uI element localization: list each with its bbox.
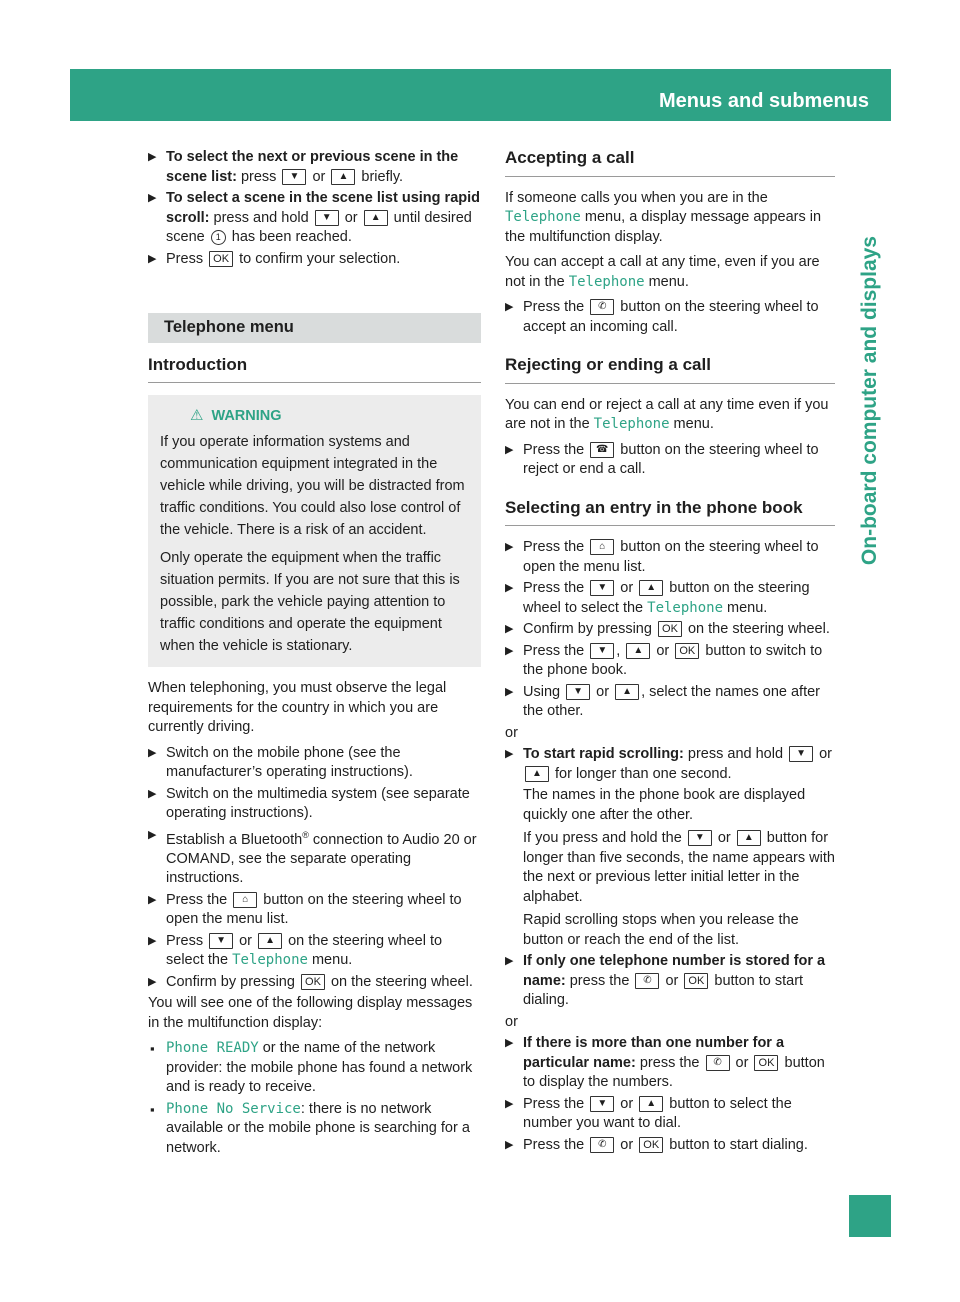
down-arrow-key-icon: ▼ xyxy=(590,1096,614,1112)
warning-box: ⚠ WARNING If you operate information systems and communication equipment integrated in the vehicle while driving, you will be distracted from traffic conditions. You could also lose control of the vehicle. There is a risk of an accident. Only operate the equipment when the traffic situation permits. If you are not sure that this is possible, park the vehicle paying attention to traffic conditions and operate the equipment when the vehicle is stationary. xyxy=(148,395,481,667)
step: ▶ Press the ▼ , ▲ or OK button to switch to the phone book. xyxy=(505,642,835,681)
page-number: 245 xyxy=(917,91,947,110)
step-confirm: ▶ Press OK to confirm your selection. xyxy=(148,250,481,270)
down-arrow-key-icon: ▼ xyxy=(566,684,590,700)
down-arrow-key-icon: ▼ xyxy=(282,169,306,185)
side-chapter-label: On-board computer and displays xyxy=(858,236,882,566)
step: ▶ Switch on the mobile phone (see the manufacturer’s operating instructions). xyxy=(148,744,481,783)
step: ▶ Press the ✆ or OK button to start dialing. xyxy=(505,1136,835,1156)
heading-introduction: Introduction xyxy=(148,355,481,384)
up-arrow-key-icon: ▲ xyxy=(364,210,388,226)
phone-accept-icon: ✆ xyxy=(635,973,659,989)
step-rapid-scroll: ▶ To select a scene in the scene list using rapid scroll: press and hold ▼ or ▲ until desired scene 1 has been reached. xyxy=(148,189,481,248)
or-separator: or xyxy=(505,724,518,741)
step: ▶ Confirm by pressing OK on the steering wheel. xyxy=(148,973,481,993)
up-arrow-key-icon: ▲ xyxy=(737,830,761,846)
section-title: Telephone menu xyxy=(148,313,481,343)
down-arrow-key-icon: ▼ xyxy=(590,580,614,596)
up-arrow-key-icon: ▲ xyxy=(331,169,355,185)
ok-key-icon: OK xyxy=(754,1055,778,1071)
paragraph: You will see one of the following display messages in the multifunction display: xyxy=(148,995,473,1031)
ok-key-icon: OK xyxy=(209,251,233,267)
phone-accept-icon: ✆ xyxy=(590,299,614,315)
paragraph: When telephoning, you must observe the legal requirements for the country in which you are currently driving. xyxy=(148,680,447,735)
ok-key-icon: OK xyxy=(639,1137,663,1153)
step: ▶ Establish a Bluetooth® connection to Audio 20 or COMAND, see the separate operating instructions. xyxy=(148,826,481,889)
up-arrow-key-icon: ▲ xyxy=(626,643,650,659)
left-column xyxy=(148,148,481,1160)
step: ▶ If only one telephone number is stored for a name: press the ✆ or OK button to start dialing. xyxy=(505,952,835,1011)
step: ▶ To start rapid scrolling: press and hold ▼ or ▲ for longer than one second. The names in the phone book are displayed quickly one after the other. If you press and hold the ▼ or ▲ button for longer than five seconds, the name appears with the next or previous letter initial letter in the alphabet. Rapid scrolling stops when you release the button or reach the end of the list. xyxy=(505,745,835,950)
callout-number-icon: 1 xyxy=(211,230,226,245)
step: ▶ Press ▼ or ▲ on the steering wheel to select the Telephone menu. xyxy=(148,932,481,971)
step: ▶ If there is more than one number for a particular name: press the ✆ or OK button to display the numbers. xyxy=(505,1034,835,1093)
list-item: ▪ Phone No Service: there is no network available or the mobile phone is searching for a network. xyxy=(148,1100,481,1159)
step: ▶ Using ▼ or ▲ , select the names one after the other. xyxy=(505,683,835,722)
or-separator: or xyxy=(505,1013,518,1030)
up-arrow-key-icon: ▲ xyxy=(639,580,663,596)
heading-accepting-call: Accepting a call xyxy=(505,148,835,177)
ok-key-icon: OK xyxy=(684,973,708,989)
up-arrow-key-icon: ▲ xyxy=(615,684,639,700)
step: ▶ Press the ⌂ button on the steering wheel to open the menu list. xyxy=(505,538,835,577)
home-icon: ⌂ xyxy=(233,892,257,908)
down-arrow-key-icon: ▼ xyxy=(789,746,813,762)
ok-key-icon: OK xyxy=(658,621,682,637)
down-arrow-key-icon: ▼ xyxy=(688,830,712,846)
step: ▶ Press the ▼ or ▲ button to select the number you want to dial. xyxy=(505,1095,835,1134)
step: ▶ Press the ⌂ button on the steering wheel to open the menu list. xyxy=(148,891,481,930)
step: ▶ Press the ✆ button on the steering wheel to accept an incoming call. xyxy=(505,298,835,337)
page-header-title: Menus and submenus xyxy=(658,90,869,112)
step-select-scene: ▶ To select the next or previous scene in the scene list: press ▼ or ▲ briefly. xyxy=(148,148,481,187)
phone-accept-icon: ✆ xyxy=(590,1137,614,1153)
side-tab-marker xyxy=(849,1195,891,1237)
up-arrow-key-icon: ▲ xyxy=(258,933,282,949)
down-arrow-key-icon: ▼ xyxy=(590,643,614,659)
step: ▶ Confirm by pressing OK on the steering wheel. xyxy=(505,620,835,640)
step: ▶ Press the ☎ button on the steering wheel to reject or end a call. xyxy=(505,441,835,480)
up-arrow-key-icon: ▲ xyxy=(639,1096,663,1112)
phone-hangup-icon: ☎ xyxy=(590,442,614,458)
list-item: ▪ Phone READY or the name of the network provider: the mobile phone has found a network and is ready to receive. xyxy=(148,1039,481,1098)
up-arrow-key-icon: ▲ xyxy=(525,766,549,782)
header-bar xyxy=(70,69,947,121)
warning-triangle-icon: ⚠ xyxy=(190,407,204,424)
heading-rejecting-call: Rejecting or ending a call xyxy=(505,355,835,384)
right-column: Accepting a call If someone calls you when you are in the Telephone menu, a display message appears in the multifunction display. You can accept a call at any time, even if you are not in the Telephone menu. ▶ Press the ✆ button on the steering wheel to accept an incoming call. Rejecting or ending a call You can end or reject a call at any time even if you are not in the Telephone menu. ▶ Press the ☎ button on the steering wheel to reject or end a call. Selecting an entry in the phone book ▶ Press the ⌂ button on the steering wheel to open the menu list. ▶ Press the ▼ or ▲ button on the steering wheel to select the Telephone menu. ▶ Confirm by pressing OK on the steering wheel. ▶ Press the ▼ , ▲ or OK button to switch to the phone book. ▶ Using ▼ or ▲ , select the names one after the other. or ▶ To start rapid scrolling: press and hold ▼ or ▲ for longer than one second. The names in the phone book are displayed quickly one after the other. If you press and hold the ▼ or ▲ button for longer than five seconds, the name appears with the next or previous letter initial letter in the alphabet. Rapid scrolling stops when you release the button or reach the end of the list. ▶ If only one telephone number is stored for a name: press the ✆ or OK button to start dialing. or ▶ If there is more than one number for a particular name: press the ✆ or OK button to display the numbers. ▶ Press the ▼ or ▲ button to select the number you want to dial. ▶ Press the ✆ or OK button to start dialing. xyxy=(505,148,835,1157)
step: ▶ Press the ▼ or ▲ button on the steering wheel to select the Telephone menu. xyxy=(505,579,835,618)
phone-accept-icon: ✆ xyxy=(706,1055,730,1071)
home-icon: ⌂ xyxy=(590,539,614,555)
down-arrow-key-icon: ▼ xyxy=(209,933,233,949)
ok-key-icon: OK xyxy=(675,643,699,659)
ok-key-icon: OK xyxy=(301,974,325,990)
step: ▶ Switch on the multimedia system (see separate operating instructions). xyxy=(148,785,481,824)
heading-phone-book: Selecting an entry in the phone book xyxy=(505,498,835,527)
down-arrow-key-icon: ▼ xyxy=(315,210,339,226)
